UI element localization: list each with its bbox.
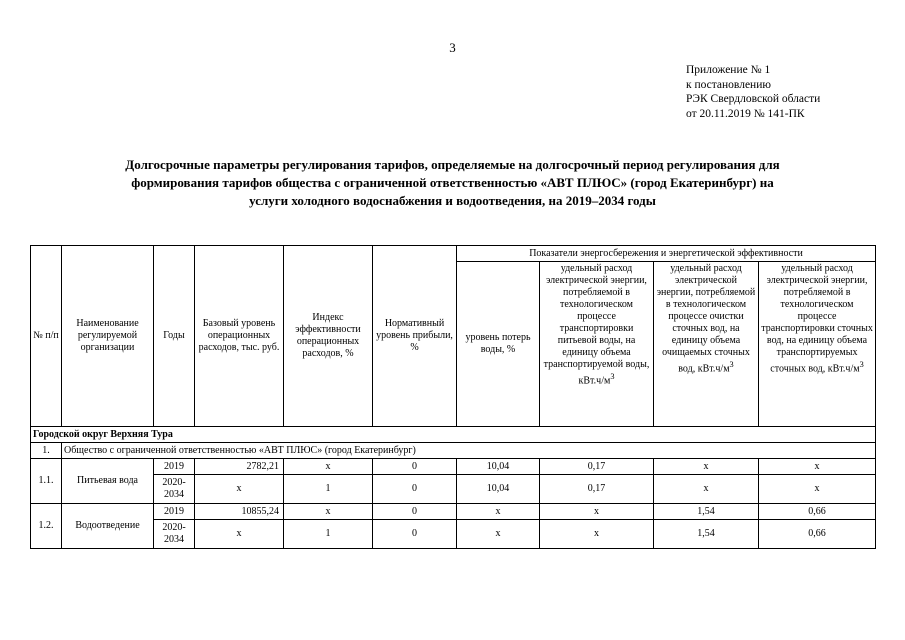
- cell-index: 1: [284, 475, 373, 504]
- cell-base: х: [195, 520, 284, 549]
- cell-index: х: [284, 459, 373, 475]
- table-row: [31, 504, 876, 520]
- cell-profit: 0: [373, 459, 457, 475]
- cell-spec1: х: [540, 504, 654, 520]
- title-line: Долгосрочные параметры регулирования тарифов, определяемые на долгосрочный период регулирования для: [125, 157, 780, 172]
- document-title: [40, 156, 865, 210]
- header-text: удельный расход электрической энергии, потребляемой в технологическом процессе транспортировки сточных вод, на единицу объема транспортируемых сточных вод, кВт.ч/м: [761, 263, 873, 375]
- cell-losses: 10,04: [457, 459, 540, 475]
- cell-losses: х: [457, 504, 540, 520]
- appendix-line: Приложение № 1: [686, 64, 771, 76]
- header-energy-group: Показатели энергосбережения и энергетической эффективности: [457, 246, 876, 262]
- cell-profit: 0: [373, 475, 457, 504]
- header-spec-treatment-sewage: [654, 262, 759, 427]
- title-line: услуги холодного водоснабжения и водоотведения, на 2019–2034 годы: [249, 193, 656, 208]
- superscript: 3: [729, 360, 734, 369]
- superscript: 3: [859, 360, 864, 369]
- tariff-parameters-table: [30, 245, 876, 549]
- cell-profit: 0: [373, 520, 457, 549]
- header-normative-profit: Нормативный уровень прибыли, %: [373, 246, 457, 427]
- table-row: [31, 459, 876, 475]
- cell-index: 1: [284, 520, 373, 549]
- header-spec-transport-water: [540, 262, 654, 427]
- cell-year: 2020-2034: [154, 520, 195, 549]
- group-num: 1.2.: [31, 504, 62, 549]
- header-spec-transport-sewage: [759, 262, 876, 427]
- cell-spec3: 0,66: [759, 520, 876, 549]
- superscript: 3: [610, 372, 615, 381]
- table-row: [31, 520, 876, 549]
- header-org: Наименование регулируемой организации: [62, 246, 154, 427]
- header-water-losses: уровень потерь воды, %: [457, 262, 540, 427]
- appendix-line: к постановлению: [686, 78, 771, 91]
- cell-year: 2019: [154, 504, 195, 520]
- page-number: 3: [449, 40, 456, 55]
- cell-index: х: [284, 504, 373, 520]
- header-efficiency-index: Индекс эффективности операционных расходов, %: [284, 246, 373, 427]
- cell-spec2: 1,54: [654, 504, 759, 520]
- cell-spec1: х: [540, 520, 654, 549]
- org-num: 1.: [31, 443, 62, 459]
- cell-losses: х: [457, 520, 540, 549]
- cell-spec1: 0,17: [540, 475, 654, 504]
- cell-spec2: х: [654, 475, 759, 504]
- section-row: Городской округ Верхняя Тура: [31, 427, 876, 443]
- header-base-opex: Базовый уровень операционных расходов, тыс. руб.: [195, 246, 284, 427]
- appendix-line: от 20.11.2019 № 141-ПК: [686, 107, 805, 120]
- cell-year: 2019: [154, 459, 195, 475]
- group-name: Водоотведение: [62, 504, 154, 549]
- appendix-block: [686, 63, 820, 121]
- cell-profit: 0: [373, 504, 457, 520]
- cell-base: 10855,24: [195, 504, 284, 520]
- cell-spec1: 0,17: [540, 459, 654, 475]
- cell-spec3: х: [759, 475, 876, 504]
- header-years: Годы: [154, 246, 195, 427]
- header-text: удельный расход электрической энергии, потребляемой в технологическом процессе очистки сточных вод, на единицу объема очищаемых сточных вод, кВт.ч/м: [656, 263, 756, 375]
- table-row: [31, 475, 876, 504]
- cell-losses: 10,04: [457, 475, 540, 504]
- cell-spec3: х: [759, 459, 876, 475]
- cell-base: 2782,21: [195, 459, 284, 475]
- appendix-line: РЭК Свердловской области: [686, 93, 821, 105]
- cell-spec3: 0,66: [759, 504, 876, 520]
- header-text: удельный расход электрической энергии, потребляемой в технологическом процессе транспортировки питьевой воды, на единицу объема транспортируемой воды, кВт.ч/м: [543, 263, 650, 387]
- cell-spec2: х: [654, 459, 759, 475]
- cell-spec2: 1,54: [654, 520, 759, 549]
- group-num: 1.1.: [31, 459, 62, 504]
- cell-base: х: [195, 475, 284, 504]
- title-line: формирования тарифов общества с ограниченной ответственностью «АВТ ПЛЮС» (город Екатеринбург) на: [131, 175, 774, 190]
- header-num: № п/п: [31, 246, 62, 427]
- cell-year: 2020-2034: [154, 475, 195, 504]
- group-name: Питьевая вода: [62, 459, 154, 504]
- org-name: Общество с ограниченной ответственностью «АВТ ПЛЮС» (город Екатеринбург): [62, 443, 876, 459]
